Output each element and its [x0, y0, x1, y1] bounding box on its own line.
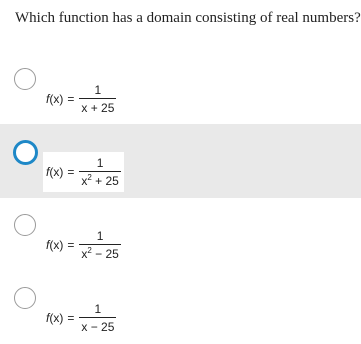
function-name: f(x) — [46, 311, 64, 325]
numerator: 1 — [96, 229, 104, 243]
question-text: Which function has a domain consisting of real numbers? — [15, 10, 361, 26]
numerator: 1 — [96, 156, 104, 170]
equals-sign: = — [67, 165, 75, 179]
numerator: 1 — [94, 302, 102, 316]
function-name: f(x) — [46, 92, 64, 106]
answer-option-4[interactable] — [0, 270, 361, 344]
denominator: $x^2 - 25$ — [81, 246, 119, 261]
denominator: x − 25 — [79, 317, 116, 334]
radio-button-option-4[interactable] — [14, 287, 36, 309]
answer-option-2[interactable] — [0, 124, 361, 198]
formula-option-3 — [46, 225, 121, 265]
fraction — [79, 156, 120, 188]
equals-sign: = — [67, 238, 75, 252]
equals-sign: = — [67, 311, 75, 325]
equals-sign: = — [67, 92, 75, 106]
formula-option-2 — [43, 152, 124, 192]
formula-option-1 — [46, 79, 116, 119]
fraction — [79, 229, 120, 261]
function-name: f(x) — [46, 165, 64, 179]
radio-button-option-3[interactable] — [14, 214, 36, 236]
numerator: 1 — [94, 83, 102, 97]
radio-button-option-1[interactable] — [14, 68, 36, 90]
denominator: $x^2 + 25$ — [81, 173, 119, 188]
answer-option-1[interactable] — [0, 51, 361, 125]
formula-option-4 — [46, 298, 116, 338]
denominator: x + 25 — [79, 98, 116, 115]
answer-option-3[interactable] — [0, 197, 361, 271]
function-name: f(x) — [46, 238, 64, 252]
fraction — [79, 83, 116, 115]
fraction — [79, 302, 116, 334]
radio-button-option-2[interactable] — [13, 140, 38, 165]
